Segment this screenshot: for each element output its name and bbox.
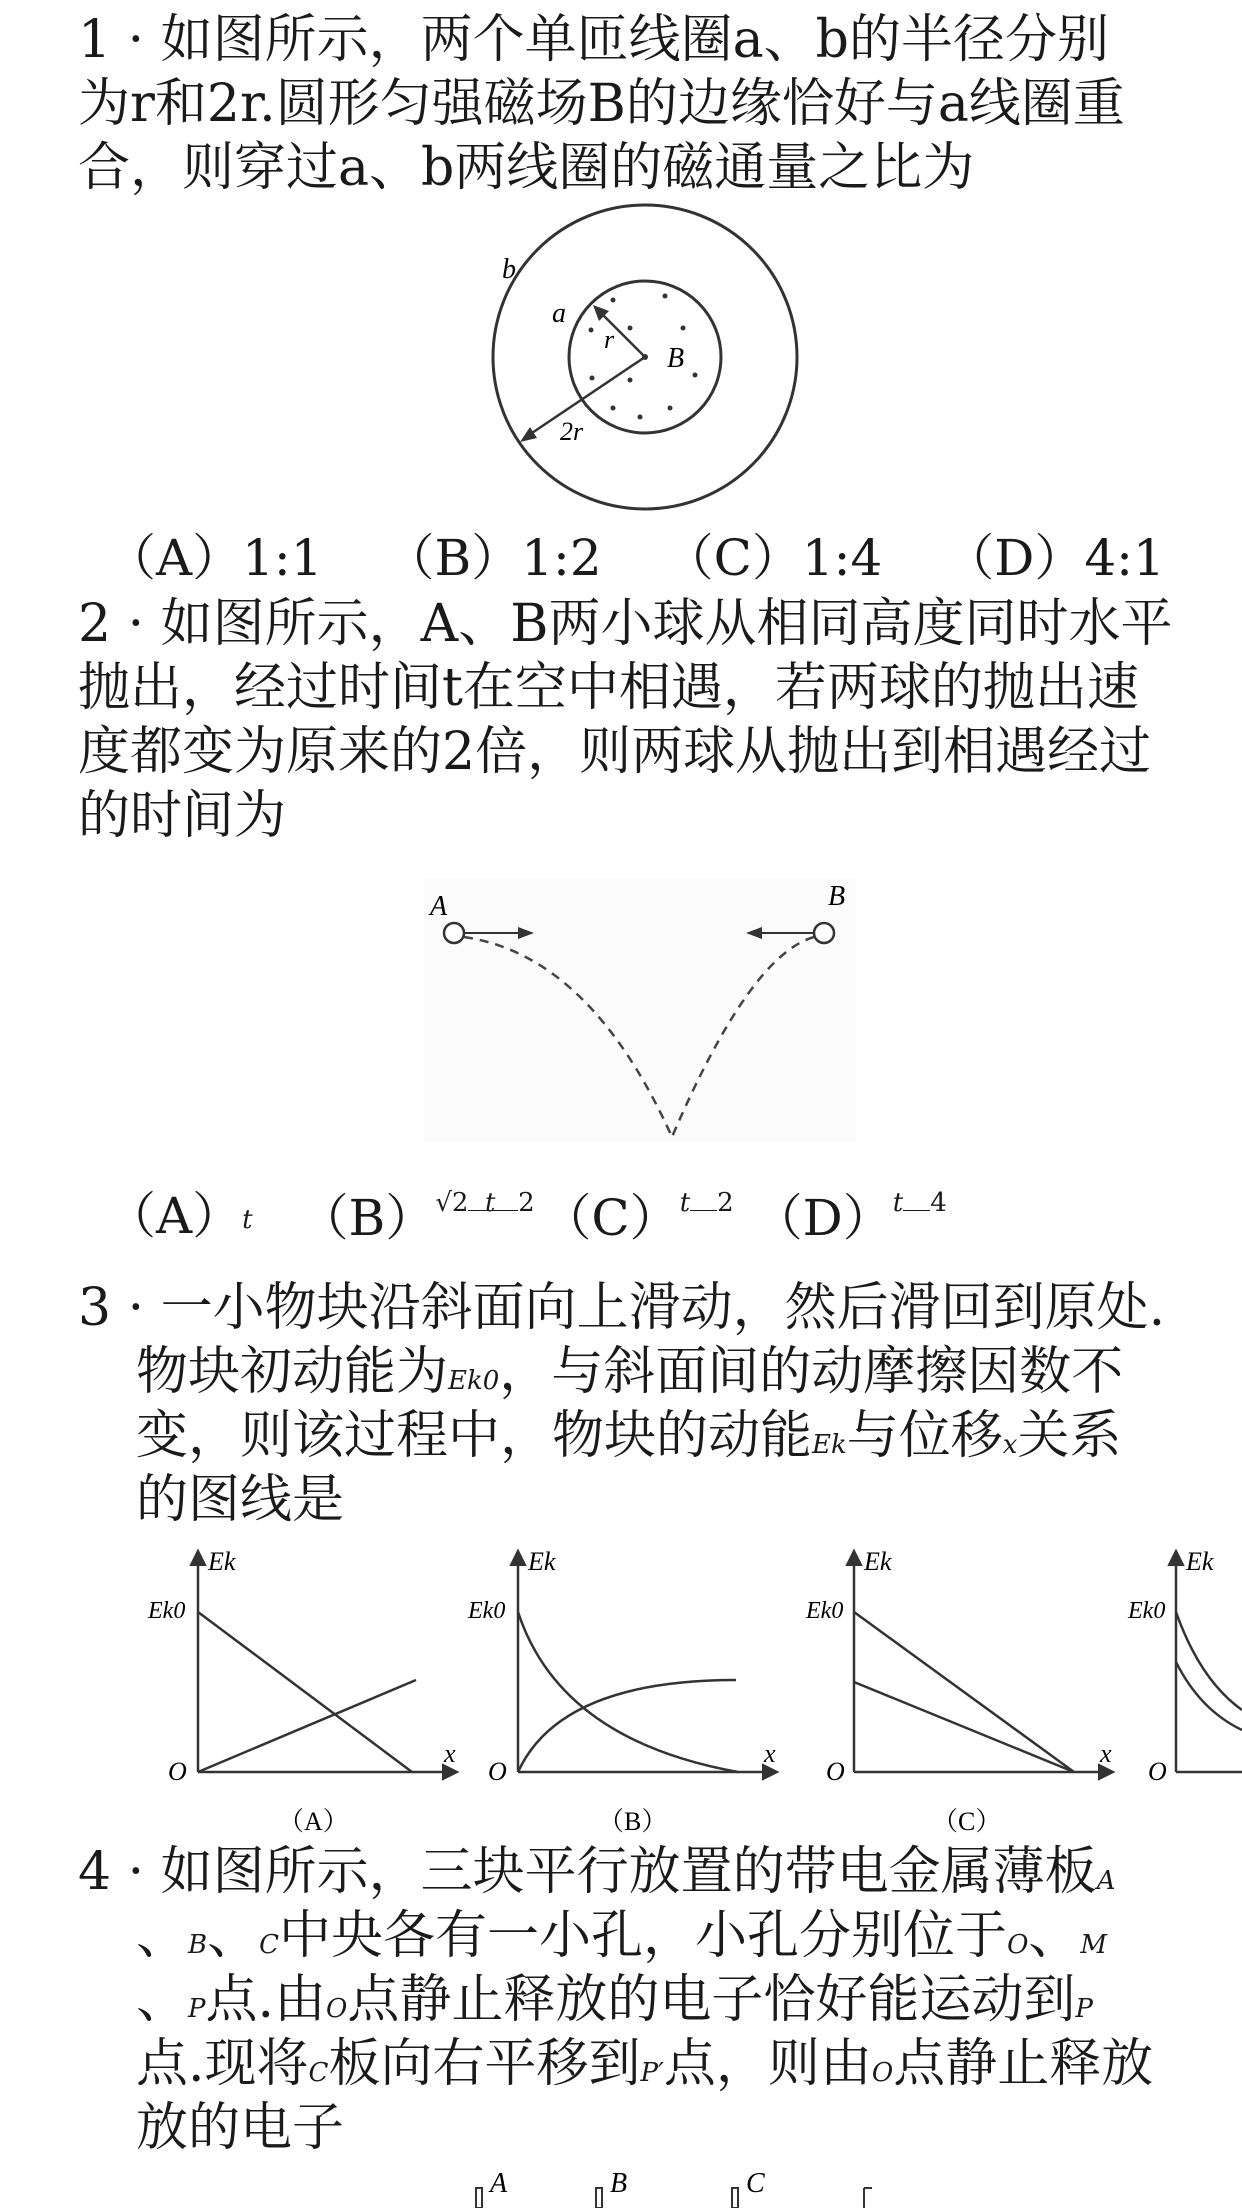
var-plate-b: B: [188, 1930, 208, 1960]
ball-a: [444, 923, 464, 943]
label-A: A: [430, 891, 448, 922]
plate-a: [476, 2188, 482, 2208]
q2-line-4: 的时间为: [78, 786, 287, 846]
label-b: b: [502, 254, 516, 285]
plate-b: [596, 2188, 602, 2208]
graph-a-ylabel: Ek: [208, 1547, 236, 1576]
graph-a-caption: （A）: [278, 1807, 349, 1836]
graph-b-y0: Ek0: [468, 1598, 506, 1624]
var-point-o-2: O: [326, 1994, 348, 2024]
graph-c-caption: （C）: [932, 1807, 1002, 1836]
graph-c-y0: Ek0: [806, 1598, 844, 1624]
var-plate-c-2: C: [308, 2058, 329, 2088]
graph-d-y0: Ek0: [1128, 1598, 1166, 1624]
plate-label-b: B: [610, 2170, 628, 2199]
q4-figure-plates: [460, 2170, 880, 2208]
label-2r: 2r: [560, 417, 584, 446]
q2-option-b[interactable]: （B） √2 2 t: [298, 1188, 535, 1247]
var-point-p-2: P: [1075, 1994, 1093, 2024]
q2-option-d[interactable]: （D） t 4: [752, 1188, 947, 1247]
var-ek: Ek: [812, 1430, 847, 1460]
radius-2r-arrow: [520, 427, 537, 442]
graph-b-ylabel: Ek: [528, 1547, 556, 1576]
q2-line-3: 度都变为原来的2倍，则两球从抛出到相遇经过: [78, 722, 1152, 782]
q4-line-4: 点.现将C板向右平移到P′点，则由O点静止释放: [136, 2034, 1154, 2094]
plate-label-c: C: [746, 2170, 765, 2199]
graph-b-origin: O: [488, 1757, 507, 1786]
var-point-o-3: O: [871, 2058, 894, 2088]
figure-background: [424, 879, 856, 1141]
q3-line-4: 的图线是: [136, 1470, 345, 1530]
q1-option-a[interactable]: （A）1:1: [106, 529, 323, 587]
var-plate-c: C: [259, 1930, 280, 1960]
q1-options: [106, 528, 1165, 588]
q2-line-1: 2 · 如图所示，A、B两小球从相同高度同时水平: [78, 594, 1173, 654]
q2-option-a[interactable]: （A）t: [106, 1187, 253, 1245]
label-a: a: [552, 298, 566, 329]
graph-d-origin: O: [1148, 1757, 1167, 1786]
label-r: r: [604, 325, 615, 354]
graph-c-origin: O: [826, 1757, 845, 1786]
graph-b-xlabel: x: [764, 1739, 776, 1768]
graph-a-origin: O: [168, 1757, 187, 1786]
graph-a-y0: Ek0: [148, 1598, 186, 1624]
graph-b-caption: （B）: [598, 1807, 668, 1836]
q1-option-d[interactable]: （D）4:1: [944, 529, 1165, 587]
graph-b[interactable]: [467, 1547, 776, 1836]
q1-line-1: 1 · 如图所示，两个单匝线圈a、b的半径分别: [78, 10, 1109, 70]
q2-options: [106, 1186, 947, 1250]
label-B: B: [667, 343, 685, 374]
q3-line-3: 变，则该过程中，物块的动能Ek与位移x关系: [136, 1406, 1122, 1466]
var-point-p: P: [188, 1994, 206, 2024]
graph-a[interactable]: [147, 1547, 456, 1836]
var-point-pprime: P′: [640, 2058, 664, 2088]
graph-c-xlabel: x: [1100, 1739, 1112, 1768]
q1-option-b[interactable]: （B）1:2: [384, 529, 602, 587]
plate-label-a: A: [490, 2170, 508, 2199]
q2-line-2: 抛出，经过时间t在空中相遇，若两球的抛出速: [78, 658, 1139, 718]
var-x: x: [1002, 1430, 1018, 1460]
q1-option-c[interactable]: （C）1:4: [663, 529, 883, 587]
graph-d-partial[interactable]: [1127, 1547, 1242, 1786]
q4-line-5: 放的电子: [136, 2098, 345, 2158]
var-plate-a: A: [1096, 1866, 1116, 1896]
var-point-m: M: [1080, 1930, 1108, 1960]
var-ek0: Ek0: [448, 1366, 500, 1396]
q3-line-1: 3 · 一小物块沿斜面向上滑动，然后滑回到原处.: [78, 1278, 1166, 1338]
graph-a-xlabel: x: [444, 1739, 456, 1768]
q3-graphs: [0, 1540, 1242, 1840]
graph-d-ylabel: Ek: [1186, 1547, 1214, 1576]
label-B: B: [828, 881, 846, 912]
graph-c[interactable]: [805, 1547, 1112, 1836]
q3-line-2: 物块初动能为Ek0，与斜面间的动摩擦因数不: [136, 1342, 1124, 1402]
q4-line-2: 、B、C中央各有一小孔，小孔分别位于O、M: [136, 1906, 1108, 1966]
q1-line-2: 为r和2r.圆形匀强磁场B的边缘恰好与a线圈重: [78, 74, 1125, 134]
q4-line-1: 4 · 如图所示，三块平行放置的带电金属薄板A: [78, 1842, 1116, 1902]
graph-c-ylabel: Ek: [864, 1547, 892, 1576]
radius-2r-line: [526, 357, 645, 437]
q1-line-3: 合，则穿过a、b两线圈的磁通量之比为: [78, 138, 975, 198]
q2-figure-projectiles: [420, 875, 860, 1145]
q4-line-3: 、P点.由O点静止释放的电子恰好能运动到P: [136, 1970, 1093, 2030]
var-point-o: O: [1007, 1930, 1029, 1960]
ball-b: [814, 923, 834, 943]
q1-figure-concentric-coils: [480, 200, 810, 520]
q2-option-c[interactable]: （C） t 2: [541, 1188, 734, 1247]
plate-c: [732, 2188, 738, 2208]
